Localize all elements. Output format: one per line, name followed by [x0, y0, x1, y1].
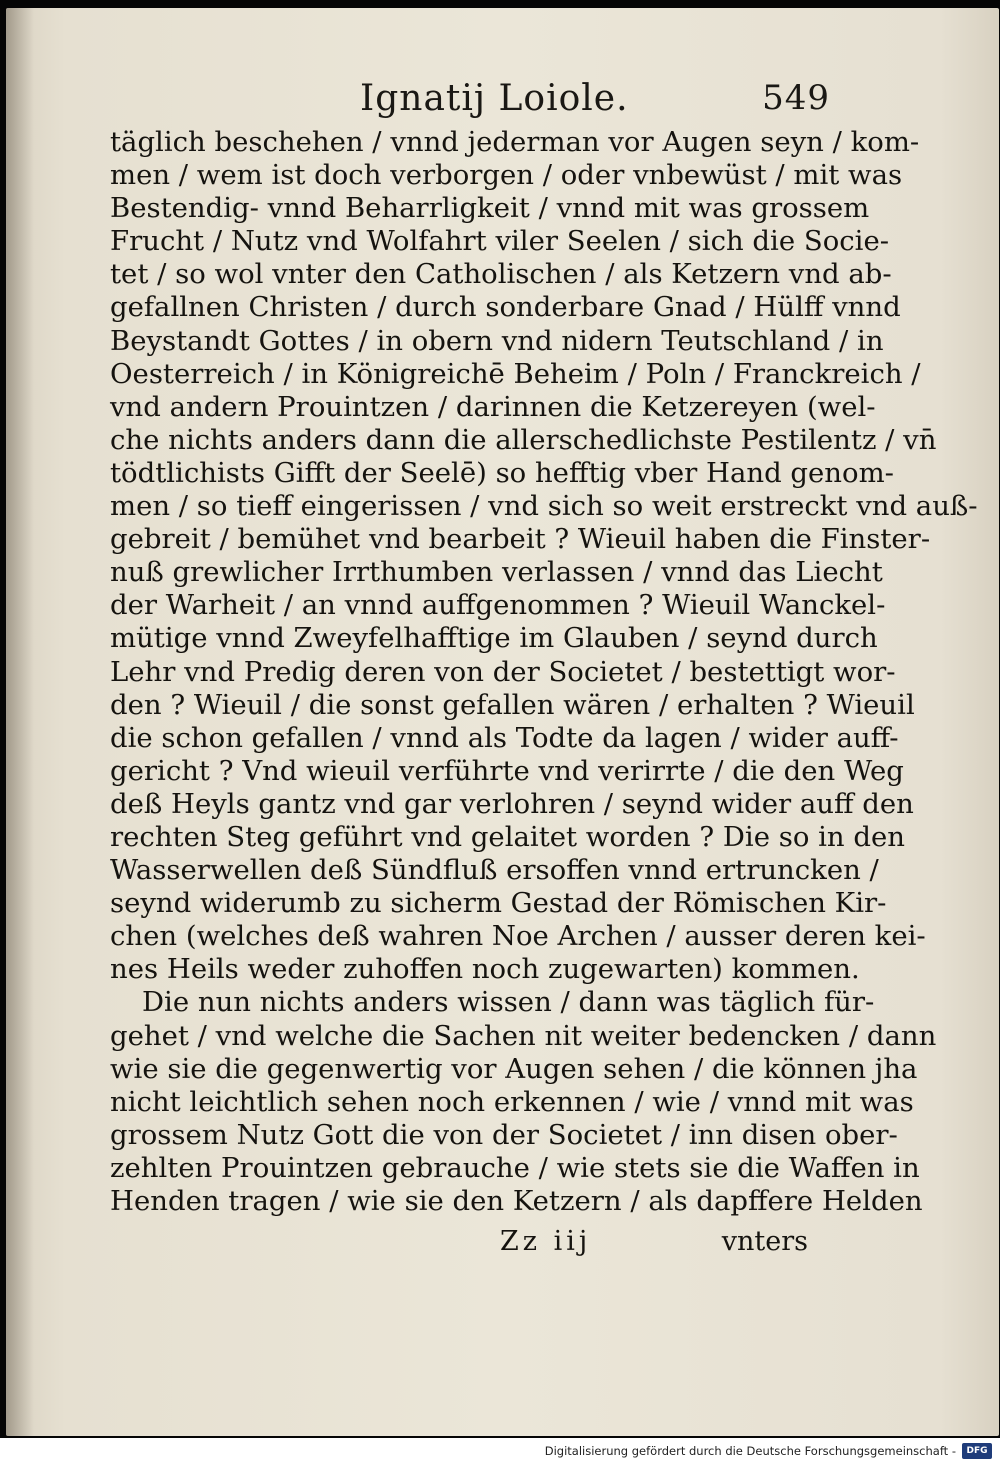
- page-footer: [110, 1222, 816, 1262]
- text-line: mütige vnnd Zweyfelhafftige im Glauben / seynd durch: [110, 622, 878, 655]
- text-line: deß Heyls gantz vnd gar verlohren / seynd wider auff den: [110, 787, 914, 820]
- text-line: Die nun nichts anders wissen / dann was täglich für-: [142, 986, 875, 1019]
- text-line: che nichts anders dann die allerschedlichste Pestilentz / vn̄: [110, 423, 937, 456]
- text-line: tet / so wol vnter den Catholischen / als Ketzern vnd ab-: [110, 258, 892, 291]
- text-line: nes Heils weder zuhoffen noch zugewarten) kommen.: [110, 953, 860, 986]
- text-line: die schon gefallen / vnnd als Todte da lagen / wider auff-: [110, 721, 899, 754]
- text-line: den ? Wieuil / die sonst gefallen wären / erhalten ? Wieuil: [110, 688, 915, 721]
- text-line: gebreit / bemühet vnd bearbeit ? Wieuil haben die Finster-: [110, 523, 931, 556]
- text-line: wie sie die gegenwertig vor Augen sehen / die können jha: [110, 1052, 918, 1085]
- signature-mark: Zz iij: [500, 1226, 592, 1257]
- running-title: Ignatij Loiole.: [360, 78, 629, 119]
- running-head: [110, 72, 830, 132]
- text-line: seynd widerumb zu sicherm Gestad der Römischen Kir-: [110, 887, 887, 920]
- text-line: nuß grewlicher Irrthumben verlassen / vnnd das Liecht: [110, 556, 883, 589]
- text-line: chen (welches deß wahren Noe Archen / ausser deren kei-: [110, 920, 926, 953]
- text-line: täglich beschehen / vnnd jederman vor Augen seyn / kom-: [110, 126, 920, 158]
- text-line: rechten Steg geführt vnd gelaitet worden ? Die so in den: [110, 820, 905, 853]
- text-line: Lehr vnd Predig deren von der Societet / bestettigt wor-: [110, 655, 896, 688]
- dfg-logo: DFG: [962, 1443, 992, 1459]
- text-line: Frucht / Nutz vnd Wolfahrt viler Seelen / sich die Socie-: [110, 225, 890, 258]
- text-line: Henden tragen / wie sie den Ketzern / als dapffere Helden: [110, 1185, 923, 1217]
- text-line: men / so tieff eingerissen / vnd sich so weit erstreckt vnd auß-: [110, 490, 978, 523]
- funding-credit: Digitalisierung gefördert durch die Deutsche Forschungsgemeinschaft -: [544, 1444, 956, 1458]
- text-line: grossem Nutz Gott die von der Societet / inn disen ober-: [110, 1118, 898, 1151]
- text-line: tödtlichists Gifft der Seelē) so hefftig vber Hand genom-: [110, 456, 894, 489]
- text-line: gericht ? Vnd wieuil verführte vnd verirrte / die den Weg: [110, 754, 904, 787]
- text-line: gefallnen Christen / durch sonderbare Gnad / Hülff vnnd: [110, 291, 901, 324]
- text-line: men / wem ist doch verborgen / oder vnbewüst / mit was: [110, 159, 903, 192]
- text-line: Bestendig- vnnd Beharrligkeit / vnnd mit was grossem: [110, 192, 870, 225]
- text-line: zehlten Prouintzen gebrauche / wie stets sie die Waffen in: [110, 1151, 920, 1184]
- text-line: der Warheit / an vnnd auffgenommen ? Wieuil Wanckel-: [110, 589, 886, 622]
- text-line: Oesterreich / in Königreichē Beheim / Poln / Franckreich /: [110, 357, 921, 390]
- credit-bar: [0, 1438, 1000, 1466]
- gutter-shadow: [6, 8, 34, 1436]
- catchword: vnters: [721, 1226, 808, 1257]
- text-line: Beystandt Gottes / in obern vnd nidern Teutschland / in: [110, 324, 884, 357]
- body-text: [110, 126, 978, 1218]
- text-line: Wasserwellen deß Sündfluß ersoffen vnnd ertruncken /: [110, 854, 879, 887]
- page-number: 549: [762, 78, 830, 118]
- text-line: vnd andern Prouintzen / darinnen die Ketzereyen (wel-: [110, 390, 876, 423]
- text-line: gehet / vnd welche die Sachen nit weiter bedencken / dann: [110, 1019, 937, 1052]
- text-line: nicht leichtlich sehen noch erkennen / wie / vnnd mit was: [110, 1085, 914, 1118]
